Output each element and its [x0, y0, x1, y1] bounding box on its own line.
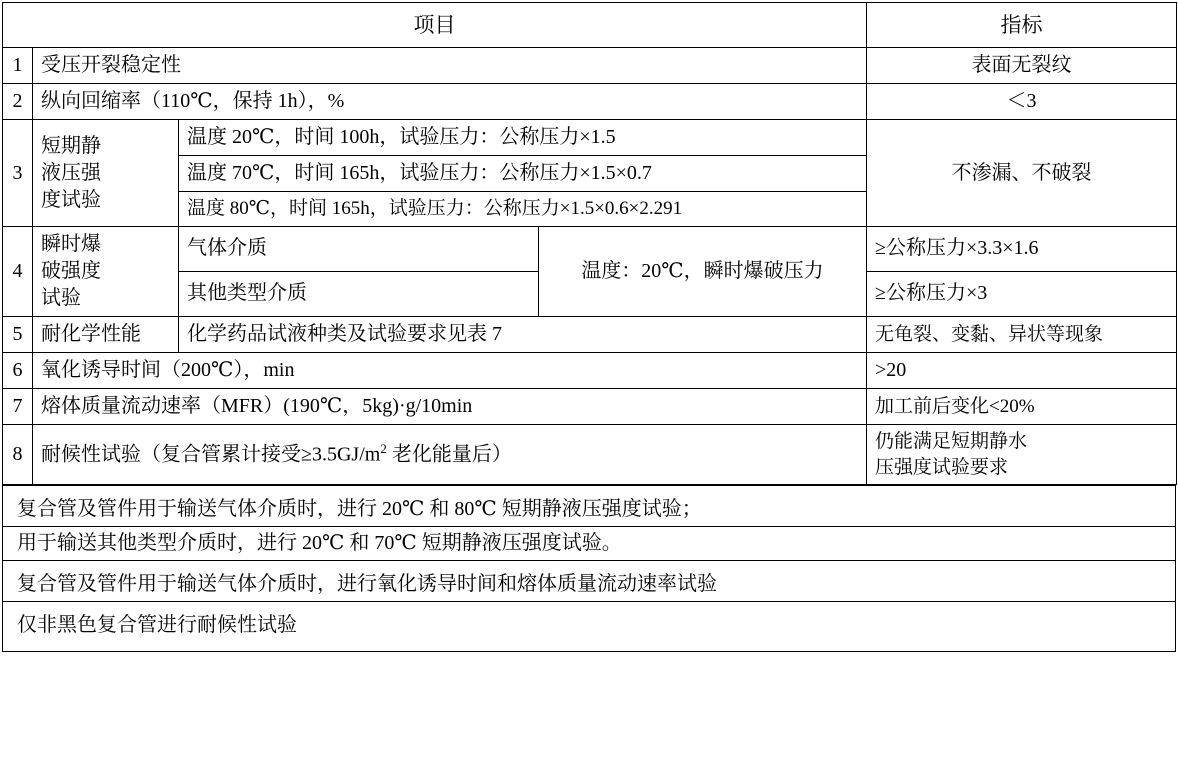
- row-indicator: ＜3: [867, 84, 1177, 120]
- note-row: [3, 527, 1176, 561]
- note-row: [3, 486, 1176, 527]
- table-row: [3, 120, 1177, 156]
- row-number: 4: [3, 226, 33, 316]
- row-item-text-pre: 耐候性试验（复合管累计接受≥3.5GJ/m: [41, 443, 381, 466]
- row-item: 熔体质量流动速率（MFR）(190℃，5kg)·g/10min: [33, 388, 867, 424]
- row-item-text-post: 老化能量后）: [386, 443, 512, 466]
- group-label-line: 破强度: [41, 259, 101, 282]
- row-media: 其他类型介质: [179, 271, 539, 316]
- row-indicator: >20: [867, 352, 1177, 388]
- row-number: 8: [3, 424, 33, 484]
- row-number: 6: [3, 352, 33, 388]
- note-line: 复合管及管件用于输送气体介质时，进行氧化诱导时间和熔体质量流动速率试验: [3, 561, 1176, 602]
- group-label-line: 瞬时爆: [41, 232, 101, 255]
- group-label-line: 试验: [41, 286, 81, 309]
- table-row: [3, 424, 1177, 484]
- row-indicator-line: 仍能满足短期静水: [875, 430, 1028, 452]
- row-subitem: 温度 70℃，时间 165h，试验压力：公称压力×1.5×0.7: [179, 156, 867, 192]
- note-line: 复合管及管件用于输送气体介质时，进行 20℃ 和 80℃ 短期静液压强度试验；: [3, 486, 1176, 527]
- group-label-line: 短期静: [41, 134, 101, 157]
- row-group-label: [33, 226, 179, 316]
- row-number: 2: [3, 84, 33, 120]
- row-item-superscript: 2: [380, 441, 387, 457]
- row-number: 1: [3, 48, 33, 84]
- row-media: 气体介质: [179, 226, 539, 271]
- row-number: 7: [3, 388, 33, 424]
- row-item: 氧化诱导时间（200℃），min: [33, 352, 867, 388]
- row-group-label: [33, 120, 179, 227]
- row-indicator: 表面无裂纹: [867, 48, 1177, 84]
- row-indicator: 无龟裂、变黏、异状等现象: [867, 316, 1177, 352]
- group-label-line: 度试验: [41, 188, 101, 211]
- row-subitem: 温度 80℃，时间 165h，试验压力：公称压力×1.5×0.6×2.291: [179, 192, 867, 227]
- row-number: 5: [3, 316, 33, 352]
- specification-table: [2, 2, 1177, 485]
- row-number: 3: [3, 120, 33, 227]
- table-notes: [2, 485, 1176, 652]
- group-label-line: 液压强: [41, 161, 101, 184]
- note-line: 仅非黑色复合管进行耐候性试验: [3, 602, 1176, 652]
- header-index-col: 指标: [867, 3, 1177, 48]
- row-subitem: 温度 20℃，时间 100h，试验压力：公称压力×1.5: [179, 120, 867, 156]
- document-page: [0, 2, 1178, 762]
- table-row: [3, 48, 1177, 84]
- row-indicator: ≥公称压力×3.3×1.6: [867, 226, 1177, 271]
- table-row: [3, 84, 1177, 120]
- table-header-row: [3, 3, 1177, 48]
- row-detail: 化学药品试液种类及试验要求见表 7: [179, 316, 867, 352]
- row-item: 纵向回缩率（110℃，保持 1h），%: [33, 84, 867, 120]
- note-row: [3, 561, 1176, 602]
- row-condition: 温度：20℃，瞬时爆破压力: [539, 226, 867, 316]
- row-indicator: 加工前后变化<20%: [867, 388, 1177, 424]
- note-row: [3, 602, 1176, 652]
- row-item: [33, 424, 867, 484]
- row-indicator: 不渗漏、不破裂: [867, 120, 1177, 227]
- table-row: [3, 316, 1177, 352]
- table-row: [3, 226, 1177, 271]
- table-row: [3, 352, 1177, 388]
- row-item: 耐化学性能: [33, 316, 179, 352]
- row-indicator-line: 压强度试验要求: [875, 456, 1009, 478]
- row-indicator: ≥公称压力×3: [867, 271, 1177, 316]
- note-line: 用于输送其他类型介质时，进行 20℃ 和 70℃ 短期静液压强度试验。: [3, 527, 1176, 561]
- row-indicator: [867, 424, 1177, 484]
- table-row: [3, 388, 1177, 424]
- row-item: 受压开裂稳定性: [33, 48, 867, 84]
- header-item-col: 项目: [3, 3, 867, 48]
